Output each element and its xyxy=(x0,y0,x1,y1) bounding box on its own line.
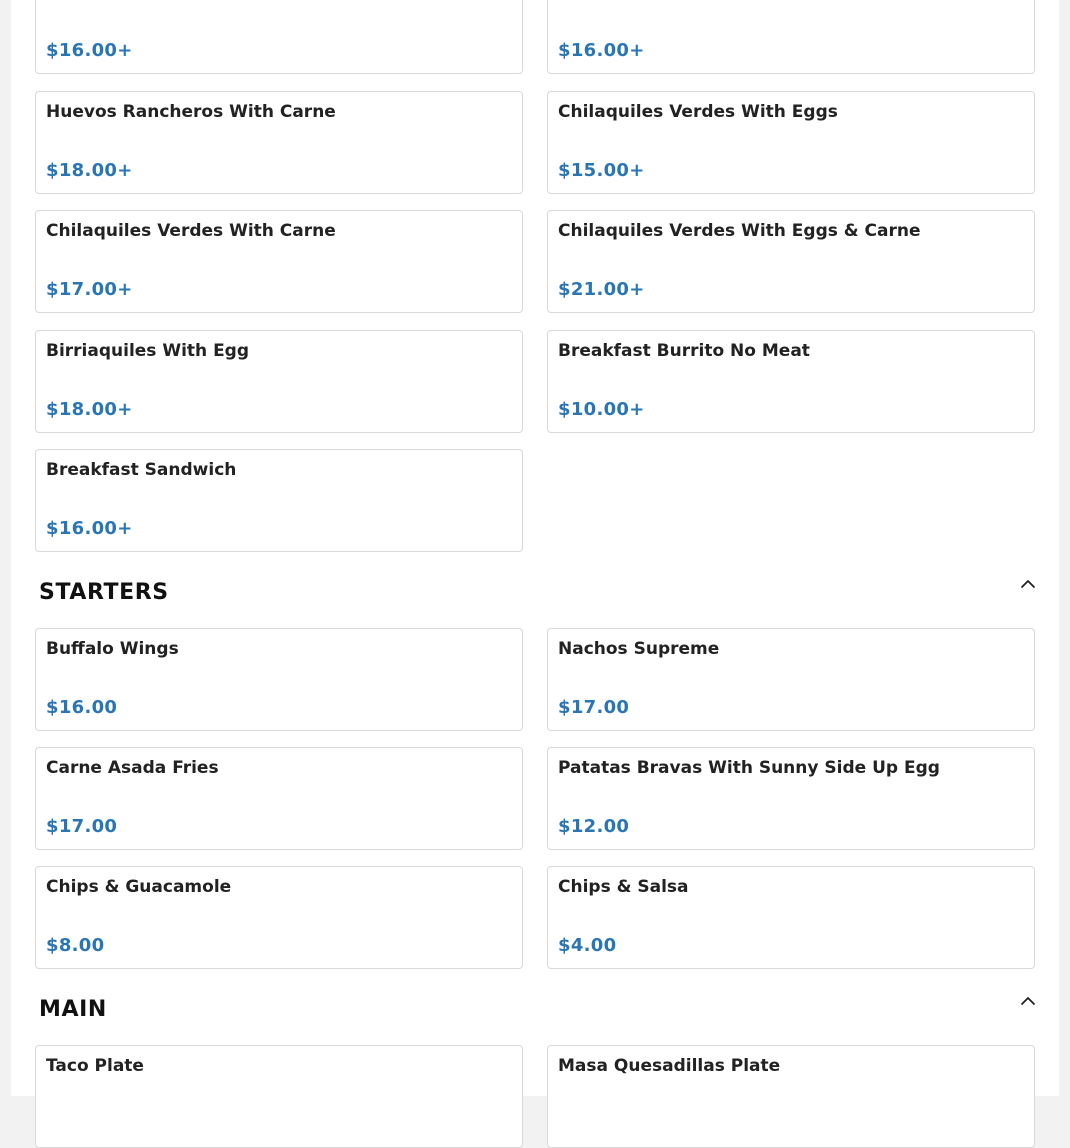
menu-item-name: Chilaquiles Verdes With Carne xyxy=(46,221,336,241)
menu-item-card[interactable] xyxy=(35,330,523,433)
menu-item-name: Chilaquiles Verdes With Eggs xyxy=(558,102,838,122)
menu-item-price: $12.00 xyxy=(558,816,630,837)
menu-item-price: $18.00+ xyxy=(46,160,133,181)
menu-item-card[interactable] xyxy=(547,91,1035,194)
menu-item-card[interactable] xyxy=(547,747,1035,850)
menu-item-name: Carne Asada Fries xyxy=(46,758,219,778)
menu-item-name: Chilaquiles Verdes With Eggs & Carne xyxy=(558,221,921,241)
menu-item-card[interactable] xyxy=(35,866,523,969)
menu-item-price: $16.00+ xyxy=(46,40,133,61)
menu-item-name: Buffalo Wings xyxy=(46,639,179,659)
menu-item-price: $17.00 xyxy=(558,697,630,718)
menu-item-name: Nachos Supreme xyxy=(558,639,720,659)
menu-item-name: Chips & Salsa xyxy=(558,877,689,897)
section-title: MAIN xyxy=(39,997,107,1022)
chevron-up-icon[interactable] xyxy=(1020,993,1036,1009)
menu-item-price: $21.00+ xyxy=(558,279,645,300)
menu-item-name: Taco Plate xyxy=(46,1056,144,1076)
menu-item-name: Breakfast Burrito No Meat xyxy=(558,341,810,361)
menu-item-card[interactable] xyxy=(35,747,523,850)
menu-item-price: $4.00 xyxy=(558,935,617,956)
menu-item-card[interactable] xyxy=(35,91,523,194)
menu-item-card[interactable] xyxy=(547,330,1035,433)
menu-item-price: $15.00+ xyxy=(558,160,645,181)
menu-item-card[interactable] xyxy=(35,210,523,313)
menu-panel xyxy=(11,0,1059,1096)
menu-item-price: $8.00 xyxy=(46,935,105,956)
menu-item-price: $17.00 xyxy=(46,816,118,837)
menu-item-name: Patatas Bravas With Sunny Side Up Egg xyxy=(558,758,940,778)
menu-item-name: Masa Quesadillas Plate xyxy=(558,1056,781,1076)
menu-item-price: $18.00+ xyxy=(46,399,133,420)
menu-item-card[interactable] xyxy=(547,210,1035,313)
menu-item-card[interactable] xyxy=(547,628,1035,731)
section-header-main[interactable] xyxy=(39,997,1049,1037)
menu-item-card[interactable] xyxy=(35,449,523,552)
menu-item-name: Birriaquiles With Egg xyxy=(46,341,250,361)
menu-item-name: Huevos Rancheros With Carne xyxy=(46,102,336,122)
menu-item-price: $16.00+ xyxy=(46,518,133,539)
menu-item-name: Chips & Guacamole xyxy=(46,877,232,897)
menu-item-price: $16.00+ xyxy=(558,40,645,61)
menu-item-price: $10.00+ xyxy=(558,399,645,420)
menu-item-card[interactable] xyxy=(35,0,523,74)
menu-item-card[interactable] xyxy=(547,866,1035,969)
menu-item-price: $16.00 xyxy=(46,697,118,718)
chevron-up-icon[interactable] xyxy=(1020,576,1036,592)
menu-item-name: Breakfast Sandwich xyxy=(46,460,237,480)
section-title: STARTERS xyxy=(39,580,169,605)
menu-item-price: $17.00+ xyxy=(46,279,133,300)
menu-item-card[interactable] xyxy=(547,1045,1035,1148)
menu-item-card[interactable] xyxy=(35,628,523,731)
menu-item-card[interactable] xyxy=(547,0,1035,74)
menu-item-card[interactable] xyxy=(35,1045,523,1148)
section-header-starters[interactable] xyxy=(39,580,1049,620)
